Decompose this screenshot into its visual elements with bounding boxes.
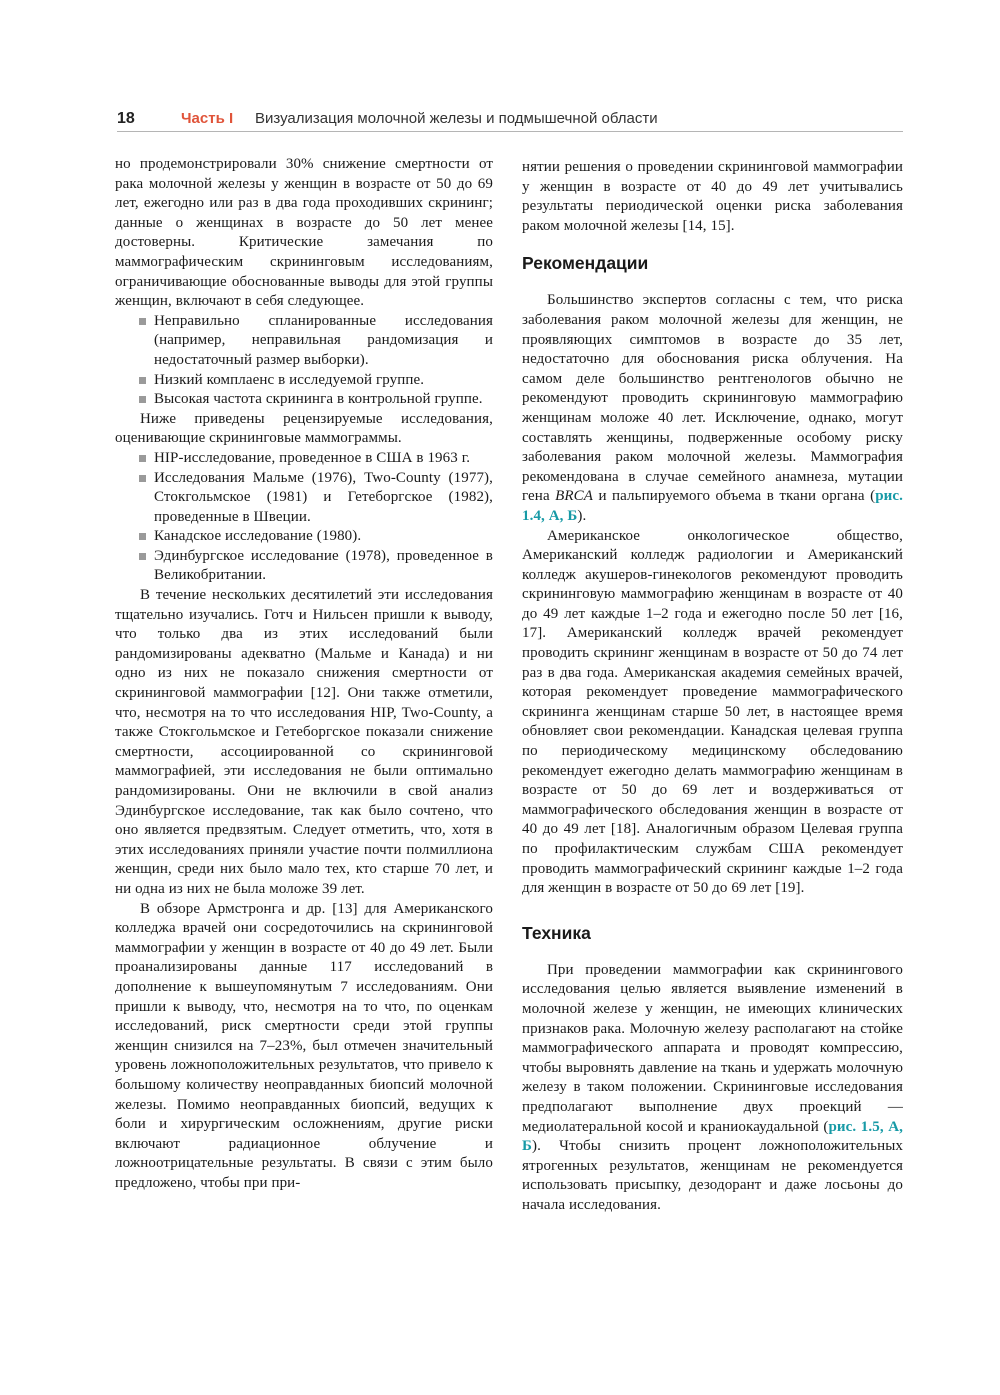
list-item: Эдинбургское исследование (1978), проведенное в Великобритании.: [115, 547, 493, 586]
paragraph: но продемонстрировали 30% снижение смертности от рака молочной железы у женщин в возрасте от 50 до 69 лет, ежегодно или раз в два года проходивших скрининг; данные о женщинах в возрасте до 50 лет менее достоверны. Критические замечания по маммографическим скрининговым исследованиям, ограничивающие обоснованные выводы для этой группы женщин, включают в себя следующее.: [115, 156, 493, 310]
paragraph: [522, 961, 903, 1216]
list-item: Низкий комплаенс в исследуемой группе.: [115, 371, 493, 391]
list-item: HIP-исследование, проведенное в США в 1963 г.: [115, 449, 493, 469]
list-item: Неправильно спланированные исследования (например, неправильная рандомизация и недостаточный размер выборки).: [115, 312, 493, 371]
studies-list: [115, 449, 493, 586]
paragraph: нятии решения о проведении скрининговой маммографии у женщин в возрасте от 40 до 49 лет учитывались результаты периодической оценки риска заболевания раком молочной железы [14, 15].: [522, 159, 903, 234]
list-item: Высокая частота скрининга в контрольной группе.: [115, 390, 493, 410]
right-column: [522, 158, 903, 1216]
header-rule: [117, 131, 903, 132]
paragraph: В обзоре Армстронга и др. [13] для Американского колледжа врачей они сосредоточились на скрининговой маммографии у женщин в возрасте от 40 до 49 лет. Были проанализированы данные 117 исследований в дополнение к вышеупомянутым 7 исследованиям. Они пришли к выводу, что, несмотря на то что, по оценкам исследований, риск смертности среди этой группы женщин снизился на 7–23%, был отмечен значительный уровень ложноположительных результатов, что привело к большому количеству неоправданных биопсий молочной железы. Помимо неоправданных биопсий, ведущих к боли и хирургическим осложнениям, другие риски включают радиационное облучение и ложноотрицательные результаты. В связи с этим было предложено, чтобы при при-: [115, 900, 493, 1191]
running-header: [117, 109, 903, 133]
section-heading-technique: Техника: [522, 922, 591, 943]
section-heading-recommendations: Рекомендации: [522, 253, 649, 274]
list-item: Исследования Мальме (1976), Two-County (1977), Стокгольмское (1981) и Гетеборгское (1982), проведенные в Швеции.: [115, 469, 493, 528]
text-run: ). Чтобы снизить процент ложноположительных ятрогенных результатов, женщинам не рекомендуется использовать присыпку, дезодорант и даже лосьоны до начала исследования.: [522, 1138, 903, 1213]
text-run: и пальпируемого объема в ткани органа (: [598, 488, 876, 505]
text-run: ).: [577, 507, 587, 524]
paragraph: В течение нескольких десятилетий эти исследования тщательно изучались. Готч и Нильсен пришли к выводу, что только два из этих исследований были рандомизированы адекватно (Мальме и Канада) и ни одно из них не показало снижения смертности от скрининговой маммографии [12]. Они также отметили, что, несмотря на то что исследования HIP, Two-County, а также Стокгольмское и Гетеборгское показали снижение смертности, ассоциированной со скрининговой маммографией, эти исследования не были оптимально рандомизированы. Они не включили в свой анализ Эдинбургское исследование, так как было сочтено, что оно является предвзятым. Следует отметить, что, хотя в этих исследованиях приняли участие почти полмиллиона женщин, среди них было мало тех, кто старше 70 лет, и ни одна из них не была моложе 39 лет.: [115, 587, 493, 897]
figure-reference-link[interactable]: рис. 1.4, А, Б: [522, 488, 904, 524]
part-label: Часть I: [181, 110, 234, 127]
paragraph: Ниже приведены рецензируемые исследования, оценивающие скрининговые маммограммы.: [115, 410, 493, 447]
text-run: При проведении маммографии как скринингового исследования целью является выявление изменений в молочной железе у женщин, не имеющих клинических признаков рака. Молочную железу располагают на стойке маммографического аппарата и проводят компрессию, чтобы выровнять давление на ткань и удержать молочную железу в таком положении. Скрининговые исследования предполагают выполнение двух проекций — медиолатеральной косой и краниокаудальной (: [522, 961, 903, 1135]
criticism-list: [115, 312, 493, 410]
list-item: Канадское исследование (1980).: [115, 527, 493, 547]
gene-name: BRCA: [555, 488, 594, 505]
page-number: 18: [117, 110, 135, 127]
running-header-title: Визуализация молочной железы и подмышечной области: [255, 110, 658, 127]
left-column: [115, 155, 493, 1193]
text-run: Большинство экспертов согласны с тем, что риска заболевания раком молочной железы для женщин, не проявляющих симптомов в возрасте до 35 лет, недостаточно для обоснования риска облучения. На самом деле большинство рентгенологов обычно не рекомендуют проводить скрининговую маммографию женщинам моложе 40 лет. Исключение, однако, могут составлять женщины, подверженные особому риску заболевания раком молочной железы. Маммография рекомендована в случае семейного анамнеза, мутации гена: [522, 292, 903, 505]
paragraph: [522, 291, 903, 526]
paragraph: Американское онкологическое общество, Американский колледж радиологии и Американский колледж акушеров-гинекологов рекомендуют проводить скрининговую маммографию женщинам в возрасте от 40 до 49 лет каждые 1–2 года и ежегодно после 50 лет [16, 17]. Американский колледж врачей рекомендует проводить скрининг женщинам в возрасте от 50 до 74 лет раз в два года. Американская академия семейных врачей, которая рекомендует проведение маммографического скрининга женщинам старше 50 лет, в настоящее время обновляет свои рекомендации. Канадская целевая группа по периодическому медицинскому обследованию рекомендует ежегодно делать маммографию женщинам в возрасте от 50 до 69 лет и воздерживаться от маммографического обследования женщин в возрасте от 40 до 49 лет [18]. Аналогичным образом Целевая группа по профилактическим службам США рекомендует проводить маммографический скрининг каждые 1–2 года для женщин в возрасте от 50 до 69 лет [19].: [522, 527, 903, 897]
figure-reference-link[interactable]: рис. 1.5, А, Б: [522, 1118, 903, 1155]
